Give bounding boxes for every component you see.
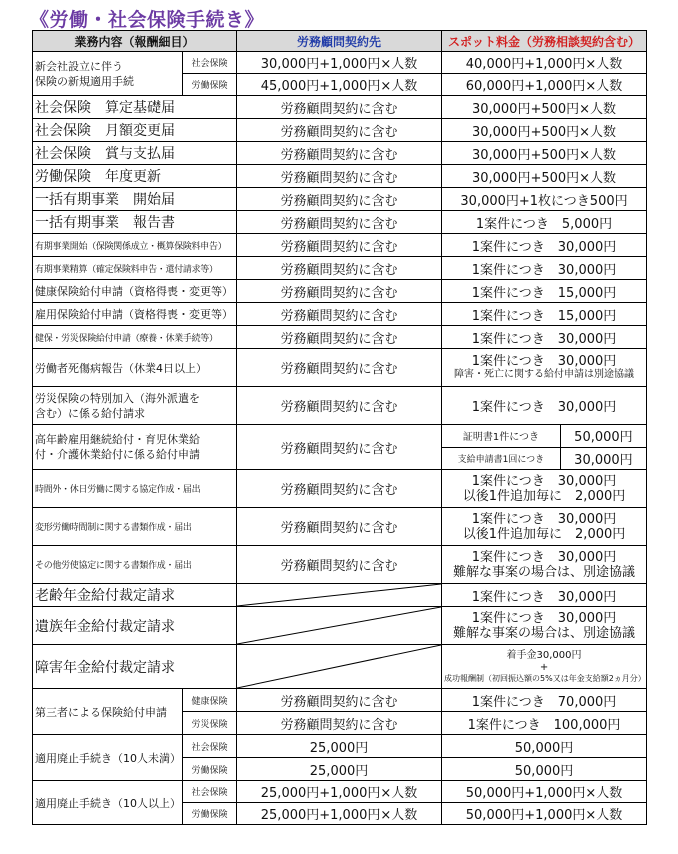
- row-advisory-fee: 労務顧問契約に含む: [237, 326, 442, 349]
- row-item: 健康保険給付申請（資格得喪・変更等）: [33, 280, 237, 303]
- row-spot-fee: 1案件につき 70,000円: [442, 689, 647, 712]
- spot-subtable: [442, 425, 646, 469]
- row-spot-sub: 以後1件追加毎に 2,000円: [462, 526, 626, 542]
- table-row: [33, 142, 647, 165]
- row-item: 適用廃止手続き（10人未満）: [33, 735, 183, 781]
- row-item: 遺族年金給付裁定請求: [33, 607, 237, 645]
- row-spot-line: +: [539, 661, 549, 673]
- row-spot-sub: 以後1件追加毎に 2,000円: [462, 488, 626, 504]
- row-item: 健保・労災保険給付申請（療養・休業手続等）: [33, 326, 237, 349]
- page-title: 《労働・社会保険手続き》: [30, 9, 265, 31]
- row-spot-fee: 30,000円+500円×人数: [442, 119, 647, 142]
- table-row: [33, 234, 647, 257]
- row-item: 障害年金給付裁定請求: [33, 645, 237, 689]
- row-spot-main: 1案件につき 30,000円: [471, 610, 617, 626]
- header-spot: スポット料金（労務相談契約含む）: [442, 31, 647, 52]
- row-spot-fee: 60,000円+1,000円×人数: [442, 74, 647, 96]
- table-row: [33, 211, 647, 234]
- table-row: [33, 188, 647, 211]
- row-advisory-fee: 労務顧問契約に含む: [237, 188, 442, 211]
- fee-table: [32, 30, 647, 825]
- row-spot-main: 1案件につき 30,000円: [471, 549, 617, 565]
- table-row: [33, 508, 647, 546]
- row-item: 変形労働時間制に関する書類作成・届出: [33, 508, 237, 546]
- row-spot-fee: 30,000円+1枚につき500円: [442, 188, 647, 211]
- row-spot-line: 着手金30,000円: [506, 649, 582, 661]
- row-spot-fee: [442, 349, 647, 387]
- row-advisory-fee: 労務顧問契約に含む: [237, 211, 442, 234]
- row-advisory-fee: 労務顧問契約に含む: [237, 96, 442, 119]
- row-item-line: 付・介護休業給付に係る給付申請: [35, 448, 200, 461]
- row-spot-fee: 1案件につき 100,000円: [442, 712, 647, 735]
- header-advisory: 労務顧問契約先: [237, 31, 442, 52]
- table-row: [33, 257, 647, 280]
- not-applicable-cell: [237, 645, 442, 689]
- row-item: [33, 387, 237, 425]
- row-advisory-fee: 労務顧問契約に含む: [237, 280, 442, 303]
- row-advisory-fee: 労務顧問契約に含む: [237, 303, 442, 326]
- row-sub-label: 健康保険: [183, 689, 237, 712]
- row-advisory-fee: 労務顧問契約に含む: [237, 425, 442, 470]
- row-advisory-fee: 労務顧問契約に含む: [237, 234, 442, 257]
- row-spot-sub: 難解な事案の場合は、別途協議: [453, 625, 636, 641]
- row-advisory-fee: 25,000円+1,000円×人数: [237, 781, 442, 803]
- table-row: [33, 607, 647, 645]
- row-spot-fee: [442, 425, 647, 470]
- row-spot-fee: 30,000円+500円×人数: [442, 142, 647, 165]
- row-item-line: 労災保険の特別加入（海外派遣を: [35, 391, 200, 405]
- table-row: [33, 303, 647, 326]
- row-item: 社会保険 賞与支払届: [33, 142, 237, 165]
- row-item: その他労使協定に関する書類作成・届出: [33, 546, 237, 584]
- table-row: [33, 689, 647, 712]
- table-row: [33, 546, 647, 584]
- row-advisory-fee: 45,000円+1,000円×人数: [237, 74, 442, 96]
- table-header-row: [33, 31, 647, 52]
- spot-sub-label: 証明書1件につき: [442, 425, 560, 447]
- row-sub-label: 社会保険: [183, 781, 237, 803]
- row-spot-fee: 1案件につき 30,000円: [442, 584, 647, 607]
- row-spot-main: 1案件につき 30,000円: [471, 354, 617, 369]
- row-spot-fee: [442, 645, 647, 689]
- row-item: 有期事業開始（保険関係成立・概算保険料申告）: [33, 234, 237, 257]
- table-row: [33, 165, 647, 188]
- row-spot-fee: [442, 470, 647, 508]
- row-spot-fee: 1案件につき 30,000円: [442, 387, 647, 425]
- row-advisory-fee: 労務顧問契約に含む: [237, 349, 442, 387]
- row-spot-fee: 1案件につき 5,000円: [442, 211, 647, 234]
- spot-sub-value: 30,000円: [574, 452, 633, 468]
- table-row: [33, 119, 647, 142]
- row-item: 社会保険 月額変更届: [33, 119, 237, 142]
- row-advisory-fee: 労務顧問契約に含む: [237, 470, 442, 508]
- row-advisory-fee: 労務顧問契約に含む: [237, 142, 442, 165]
- row-advisory-fee: 30,000円+1,000円×人数: [237, 52, 442, 74]
- row-spot-fee: 50,000円+1,000円×人数: [442, 781, 647, 803]
- row-item: 一括有期事業 開始届: [33, 188, 237, 211]
- row-advisory-fee: 労務顧問契約に含む: [237, 257, 442, 280]
- header-item: 業務内容（報酬細目）: [33, 31, 237, 52]
- row-item: [33, 52, 183, 96]
- row-spot-note: 障害・死亡に関する給付申請は別途協議: [454, 369, 635, 380]
- row-item-line: 高年齢雇用継続給付・育児休業給: [35, 433, 200, 446]
- table-row: [33, 584, 647, 607]
- row-item-line: 新会社設立に伴う: [35, 59, 123, 73]
- row-advisory-fee: 労務顧問契約に含む: [237, 165, 442, 188]
- row-advisory-fee: 労務顧問契約に含む: [237, 712, 442, 735]
- spot-sub-value: 50,000円: [560, 425, 646, 447]
- row-spot-fee: 50,000円: [442, 735, 647, 758]
- row-spot-fee: 50,000円+1,000円×人数: [442, 803, 647, 825]
- row-sub-label: 社会保険: [183, 735, 237, 758]
- row-item: 時間外・休日労働に関する協定作成・届出: [33, 470, 237, 508]
- row-sub-label: 労働保険: [183, 758, 237, 781]
- table-row: [33, 781, 647, 803]
- row-item-line: 含む）に係る給付請求: [35, 406, 145, 420]
- table-row: [33, 645, 647, 689]
- not-applicable-cell: [237, 584, 442, 607]
- row-advisory-fee: 労務顧問契約に含む: [237, 508, 442, 546]
- row-sub-label: 労働保険: [183, 74, 237, 96]
- row-advisory-fee: 25,000円: [237, 735, 442, 758]
- row-advisory-fee: 労務顧問契約に含む: [237, 387, 442, 425]
- spot-sub-label: 支給申請書1回につき: [442, 447, 560, 469]
- row-item: 社会保険 算定基礎届: [33, 96, 237, 119]
- table-row: [33, 326, 647, 349]
- row-spot-fee: 1案件につき 15,000円: [442, 280, 647, 303]
- row-item: 有期事業精算（確定保険料申告・還付請求等）: [33, 257, 237, 280]
- table-row: [33, 470, 647, 508]
- not-applicable-cell: [237, 607, 442, 645]
- row-advisory-fee: 労務顧問契約に含む: [237, 689, 442, 712]
- row-item: [33, 425, 237, 470]
- row-item: 第三者による保険給付申請: [33, 689, 183, 735]
- row-sub-label: 労災保険: [183, 712, 237, 735]
- row-item: 労働保険 年度更新: [33, 165, 237, 188]
- row-spot-fee: [442, 607, 647, 645]
- table-row: [33, 735, 647, 758]
- row-sub-label: 社会保険: [183, 52, 237, 74]
- row-spot-fee: 40,000円+1,000円×人数: [442, 52, 647, 74]
- row-spot-fee: [442, 546, 647, 584]
- table-row: [33, 425, 647, 470]
- row-spot-fee: [442, 508, 647, 546]
- row-item: 雇用保険給付申請（資格得喪・変更等）: [33, 303, 237, 326]
- row-spot-fee: 30,000円+500円×人数: [442, 96, 647, 119]
- row-advisory-fee: 25,000円+1,000円×人数: [237, 803, 442, 825]
- row-item-line: 保険の新規適用手続: [35, 74, 134, 88]
- row-spot-line: 成功報酬制（初回振込額の5%又は年金支給額2ヵ月分）: [444, 673, 646, 683]
- row-spot-fee: 1案件につき 30,000円: [442, 234, 647, 257]
- row-item: 適用廃止手続き（10人以上）: [33, 781, 183, 825]
- table-row: [33, 349, 647, 387]
- row-advisory-fee: 25,000円: [237, 758, 442, 781]
- table-row: [33, 387, 647, 425]
- row-spot-fee: 1案件につき 30,000円: [442, 326, 647, 349]
- row-item: 老齢年金給付裁定請求: [33, 584, 237, 607]
- row-spot-fee: 30,000円+500円×人数: [442, 165, 647, 188]
- row-spot-fee: 1案件につき 15,000円: [442, 303, 647, 326]
- row-advisory-fee: 労務顧問契約に含む: [237, 546, 442, 584]
- row-sub-label: 労働保険: [183, 803, 237, 825]
- table-row: [33, 280, 647, 303]
- table-row: [33, 96, 647, 119]
- row-spot-fee: 1案件につき 30,000円: [442, 257, 647, 280]
- row-spot-main: 1案件につき 30,000円: [471, 511, 617, 527]
- row-spot-main: 1案件につき 30,000円: [471, 473, 617, 489]
- row-advisory-fee: 労務顧問契約に含む: [237, 119, 442, 142]
- row-item: 労働者死傷病報告（休業4日以上）: [33, 349, 237, 387]
- table-row: [33, 52, 647, 74]
- row-item: 一括有期事業 報告書: [33, 211, 237, 234]
- row-spot-sub: 難解な事案の場合は、別途協議: [453, 564, 636, 580]
- row-spot-fee: 50,000円: [442, 758, 647, 781]
